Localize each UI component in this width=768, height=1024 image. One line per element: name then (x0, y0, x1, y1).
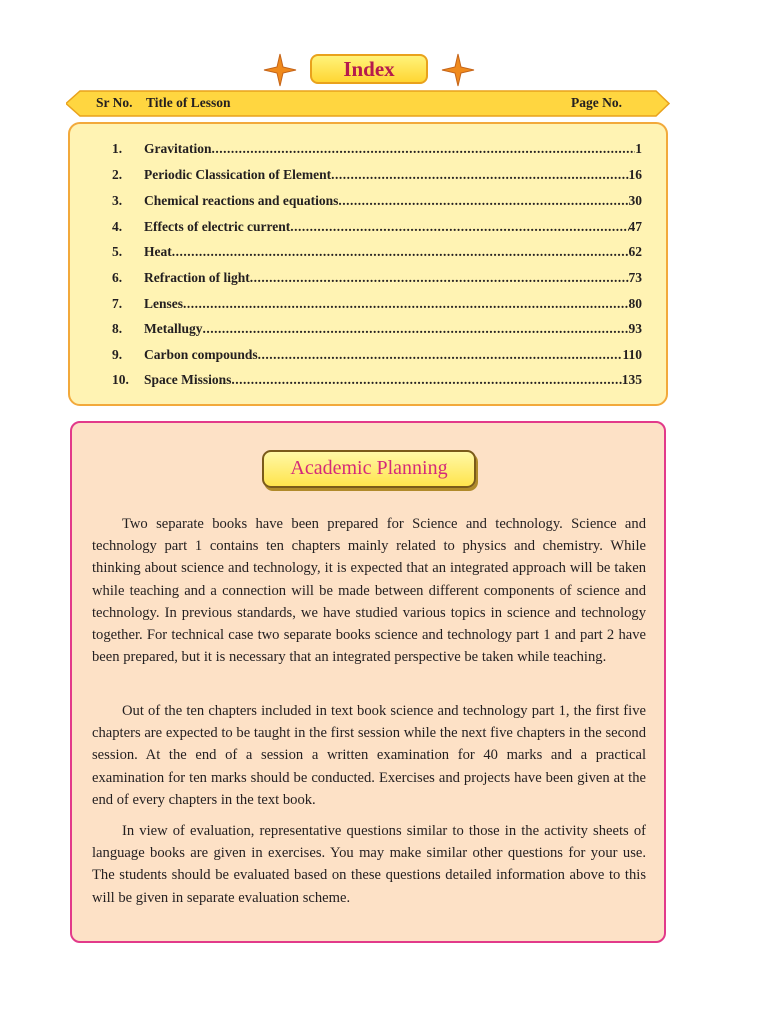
index-row[interactable] (112, 296, 642, 316)
index-row[interactable] (112, 141, 642, 161)
index-header-bar (66, 90, 670, 117)
index-row-number: 3. (112, 193, 123, 208)
index-row-title: Carbon compounds (144, 347, 258, 362)
dot-leader (183, 296, 628, 312)
header-title-of-lesson: Title of Lesson (146, 95, 231, 110)
header-sr-no: Sr No. (96, 95, 133, 110)
index-row-title: Heat (144, 244, 172, 259)
index-row[interactable] (112, 321, 642, 341)
index-row-page: 16 (628, 167, 642, 182)
index-table (68, 122, 668, 406)
index-row-title: Chemical reactions and equations (144, 193, 339, 208)
index-row-title: Periodic Classication of Element (144, 167, 332, 182)
planning-paragraph: Out of the ten chapters included in text book science and technology part 1, the first five chapters are expected to be taught in the first session while the next five chapters in the second session. At the end of a session a written examination for 40 marks and a practical examination for ten marks should be conducted. Exercises and projects have been given at the end of every chapters in the text book. (92, 703, 646, 808)
index-row[interactable] (112, 372, 642, 392)
dot-leader (338, 193, 628, 209)
index-row[interactable] (112, 193, 642, 213)
header-page-no: Page No. (571, 95, 622, 110)
index-row-number: 5. (112, 244, 123, 259)
index-row-page: 62 (628, 244, 642, 259)
index-row[interactable] (112, 347, 642, 367)
index-row-page: 47 (628, 219, 642, 234)
dot-leader (231, 372, 621, 388)
index-row-title: Metallugy (144, 321, 203, 336)
dot-leader (212, 141, 636, 157)
index-row-page: 110 (622, 347, 642, 362)
dot-leader (331, 167, 628, 183)
planning-paragraph: Two separate books have been prepared for Science and technology. Science and technology part 1 contains ten chapters mainly related to physics and chemistry. While thinking about science and technology, it is expected that an integrated approach will be taken while teaching and a connection will be made between different components of science and technology. In previous standards, we have studied various topics in science and technology together. For technical case two separate books science and technology part 1 and part 2 have been prepared, but it is necessary that an integrated perspective be taken while teaching. (92, 516, 646, 666)
index-row-number: 10. (112, 372, 129, 387)
index-row-page: 135 (621, 372, 642, 387)
index-row-number: 1. (112, 141, 123, 156)
index-row[interactable] (112, 219, 642, 239)
index-row[interactable] (112, 270, 642, 290)
dot-leader (250, 270, 629, 286)
index-row-title: Lenses (144, 296, 184, 311)
dot-leader (290, 219, 628, 235)
index-row[interactable] (112, 167, 642, 187)
index-row-number: 4. (112, 219, 123, 234)
dot-leader (172, 244, 629, 260)
index-row-number: 2. (112, 167, 123, 182)
index-row-number: 7. (112, 296, 123, 311)
index-row-title: Gravitation (144, 141, 212, 156)
index-row[interactable] (112, 244, 642, 264)
index-row-page: 30 (628, 193, 642, 208)
index-row-number: 8. (112, 321, 123, 336)
academic-planning-title: Academic Planning (262, 450, 476, 488)
index-row-page: 80 (628, 296, 642, 311)
index-row-page: 73 (628, 270, 642, 285)
dot-leader (258, 347, 623, 363)
index-row-page: 93 (628, 321, 642, 336)
index-row-title: Space Missions (144, 372, 232, 387)
star-ornament-icon (262, 52, 298, 88)
index-row-page: 1 (635, 141, 642, 156)
index-title: Index (310, 54, 428, 84)
index-row-number: 9. (112, 347, 123, 362)
index-heading (262, 52, 476, 88)
planning-paragraph: In view of evaluation, representative questions similar to those in the activity sheets of language books are given in exercises. You may make similar other questions for your use. The students should be evaluated based on these questions detailed information above to this will be given in separate evaluation scheme. (92, 823, 646, 906)
index-row-number: 6. (112, 270, 123, 285)
index-row-title: Refraction of light (144, 270, 250, 285)
index-row-title: Effects of electric current (144, 219, 291, 234)
dot-leader (203, 321, 629, 337)
star-ornament-icon (440, 52, 476, 88)
